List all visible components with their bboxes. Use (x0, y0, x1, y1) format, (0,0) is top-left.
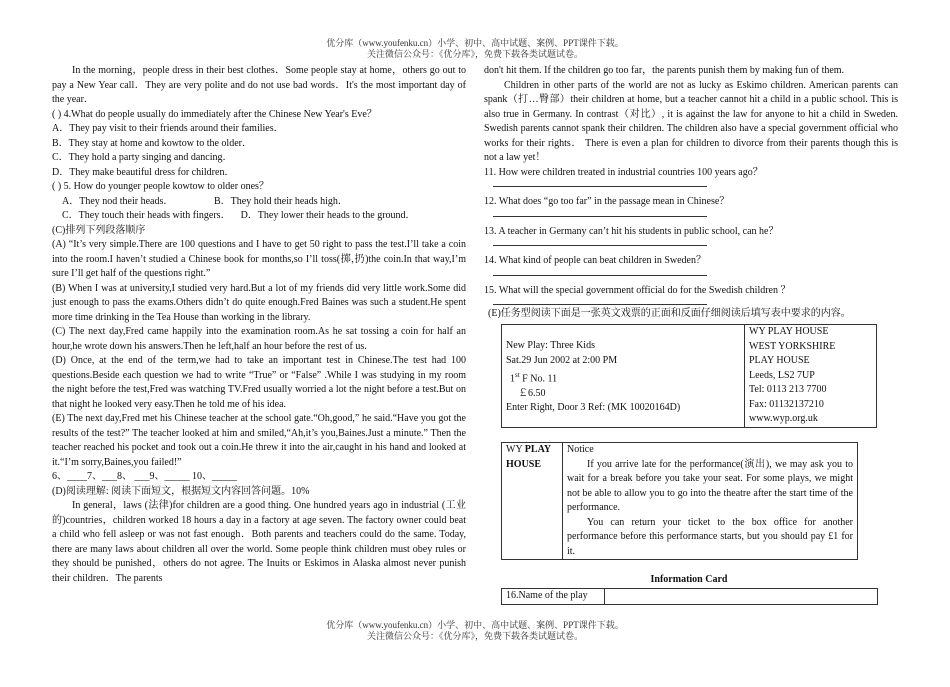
header-watermark-top (0, 38, 950, 60)
q5-options-row-1 (52, 195, 466, 210)
question-15: 15. What will the special government official do for the Swedish children ？ (484, 284, 791, 296)
house-website: www.wyp.org.uk (749, 413, 818, 424)
section-e-heading: (E)任务型阅读下面是一张英文戏票的正面和反面仔细阅读后填写表中要求的内容。 (488, 308, 851, 319)
notice-title: Notice (567, 444, 594, 455)
question-4: ( ) 4.What do people usually do immediately after the Chinese New Year's Eve？ (52, 108, 377, 120)
ticket-seat: 1st F No. 11 (510, 371, 558, 385)
info-row-16-answer[interactable] (605, 589, 878, 605)
footer-watermark (0, 620, 950, 642)
passage-paragraph-2: Children in other parts of the world are not as lucky as Eskimo children. American parents can spank（打…臀部）their children at home, but a teacher cannot hit a child in a public school. This is also true in Germany. In contrast（对比）, it is against the law for anyone to hit a child in Sweden. Swedish parents cannot spank their children. The children also have a special government official who works for their rights． There is even a plan for children to divorce from their parents though this is not a law yet！ (484, 79, 898, 163)
footer-line-2: 关注微信公众号：《优分库》，免费下载各类试题试卷。 (366, 631, 583, 641)
information-card-table (501, 588, 878, 605)
paragraph-d: (D) Once, at the end of the term,we had to take an important test in Chinese.The test had 100 questions.Beside each question we had to write “True” or “False” .While I was studying in my room the night before the test,Fred was watching TV.Fred usually worried a lot the night before a test.But on that night he looked very easy.Then he told me of his idea. (52, 355, 466, 410)
ticket-play-name: New Play: Three Kids (506, 340, 595, 351)
ticket-date: Sat.29 Jun 2002 at 2:00 PM (506, 354, 618, 366)
house-address: Leeds, LS2 7UP (749, 369, 815, 381)
laws-passage: In general，laws (法律)for children are a good thing. One hundred years ago in industrial (工业的)countries，children worked 18 hours a day in a factory at age seven. The factory owner could beat a child who fell asleep or was not fast enough．Both parents and teachers could do the same. Today, there are many laws about children all over the world. Some people think children must obey rules or they should be punished，others do not agree. The Inuits or Eskimos in Alaska almost never punish their children．The parents (52, 500, 466, 584)
q4-option-b: B．They stay at home and kowtow to the older． (52, 137, 252, 149)
house-name-1: WY PLAY HOUSE (749, 326, 829, 337)
section-c-heading: (C)排列下列段落顺序 (52, 224, 146, 236)
passage-continuation: don't hit them. If the children go too far，the parents punish them by making fun of them. (484, 65, 845, 76)
ticket-price: ￡6.50 (518, 387, 546, 399)
house-name-3: PLAY HOUSE (749, 355, 810, 366)
answer-line-11[interactable] (493, 180, 707, 187)
q5-options-row-2 (52, 209, 466, 224)
left-column (52, 64, 466, 586)
notice-table (501, 442, 858, 560)
answer-line-15[interactable] (493, 298, 707, 305)
notice-paragraph-1: If you arrive late for the performance(演出), we may ask you to wait for a break before you take your seat. For some plays, we might not be able to allow you to go into the theatre after the start time of the performance. (567, 458, 853, 513)
q4-option-a: A．They pay visit to their friends around their families． (52, 123, 284, 134)
paragraph-e: (E) The next day,Fred met his Chinese teacher at the school gate.“Oh,good,” he said.“Have you got the results of the test?” The teacher looked at him and smiled,“Ah,it’s you,Baines.Just a minute.” Then the teacher reached his pocket and took out a coin.He threw it into the air,caught in his hand and looked at it.“I’m sorry,Baines,you failed!” (52, 413, 466, 468)
ticket-front (502, 325, 745, 428)
paragraph-b: (B) When I was at university,I studied very hard.But a lot of my friends did very little work.Some did just enough to pass the exams.Others didn’t do quite enough.Fred Baines was such a student.He spent more time drinking in the Tea House than working in the library. (52, 282, 466, 323)
ticket-entry: Enter Right, Door 3 Ref: (MK 10020164D) (506, 402, 681, 414)
q5-option-a: A．They nod their heads． (62, 195, 174, 207)
question-13: 13. A teacher in Germany can’t hit his students in public school, can he？ (484, 225, 779, 237)
q5-option-c: C．They touch their heads with fingers． (62, 210, 231, 221)
header-line-2: 关注微信公众号：《优分库》，免费下载各类试题试卷。 (366, 49, 583, 59)
question-5: ( ) 5. How do younger people kowtow to older ones？ (52, 181, 269, 192)
house-fax: Fax: 01132137210 (749, 398, 824, 410)
notice-paragraph-2: You can return your ticket to the box office for another performance before this performance starts, but you should pay £1 for it. (567, 516, 853, 557)
right-column (484, 64, 898, 322)
q4-option-d: D．They make beautiful dress for children． (52, 166, 235, 178)
answer-line-14[interactable] (493, 269, 707, 276)
notice-body (563, 443, 858, 560)
house-name-2: WEST YORKSHIRE (749, 340, 836, 352)
question-12: 12. What does “go too far” in the passage mean in Chinese？ (484, 196, 730, 207)
section-d-heading: (D)阅读理解: 阅读下面短文，根据短文内容回答问题。10% (52, 485, 310, 497)
ticket-table (501, 324, 877, 428)
answer-line-13[interactable] (493, 239, 707, 246)
notice-house-label: WY PLAY HOUSE (502, 443, 563, 560)
information-card-title: Information Card (650, 574, 728, 585)
question-14: 14. What kind of people can beat children in Sweden？ (484, 255, 706, 266)
q4-option-c: C．They hold a party singing and dancing． (52, 152, 233, 163)
new-year-paragraph: In the morning，people dress in their best clothes．Some people stay at home，others go out to pay a New Year call．They are very polite and do not use bad words．It's the most important day of the year． (52, 65, 466, 105)
ticket-back (745, 325, 877, 428)
info-row-16-label: 16.Name of the play (502, 589, 605, 605)
answer-line-12[interactable] (493, 210, 707, 217)
paragraph-c: (C) The next day,Fred came happily into the examination room.As he sat tossing a coin for half an hour,he wrote down his answers.Then he left,half an hour before the rest of us. (52, 326, 466, 352)
house-telephone: Tel: 0113 213 7700 (749, 384, 827, 395)
ordering-answer-blanks[interactable]: 6、____7、___8、 ___9、_____ 10、_____ (52, 471, 237, 482)
footer-line-1: 优分库（www.youfenku.cn）小学、初中、高中试题、案例、PPT课件下载。 (326, 620, 624, 630)
q5-option-b: B．They hold their heads high． (214, 195, 348, 207)
paragraph-a: (A) “It’s very simple.There are 100 questions and I have to get 50 right to pass the test.I’ll take a coin into the room.I haven’t studied a Chinese book for months,so I’ll toss(掷,扔)the coin.In that way,I’m sure I’ll get half of the questions right.” (52, 239, 466, 279)
q5-option-d: D．They lower their heads to the ground． (240, 210, 416, 221)
question-11: 11. How were children treated in industrial countries 100 years ago？ (484, 166, 763, 178)
header-line-1: 优分库（www.youfenku.cn）小学、初中、高中试题、案例、PPT课件下载。 (326, 38, 624, 48)
